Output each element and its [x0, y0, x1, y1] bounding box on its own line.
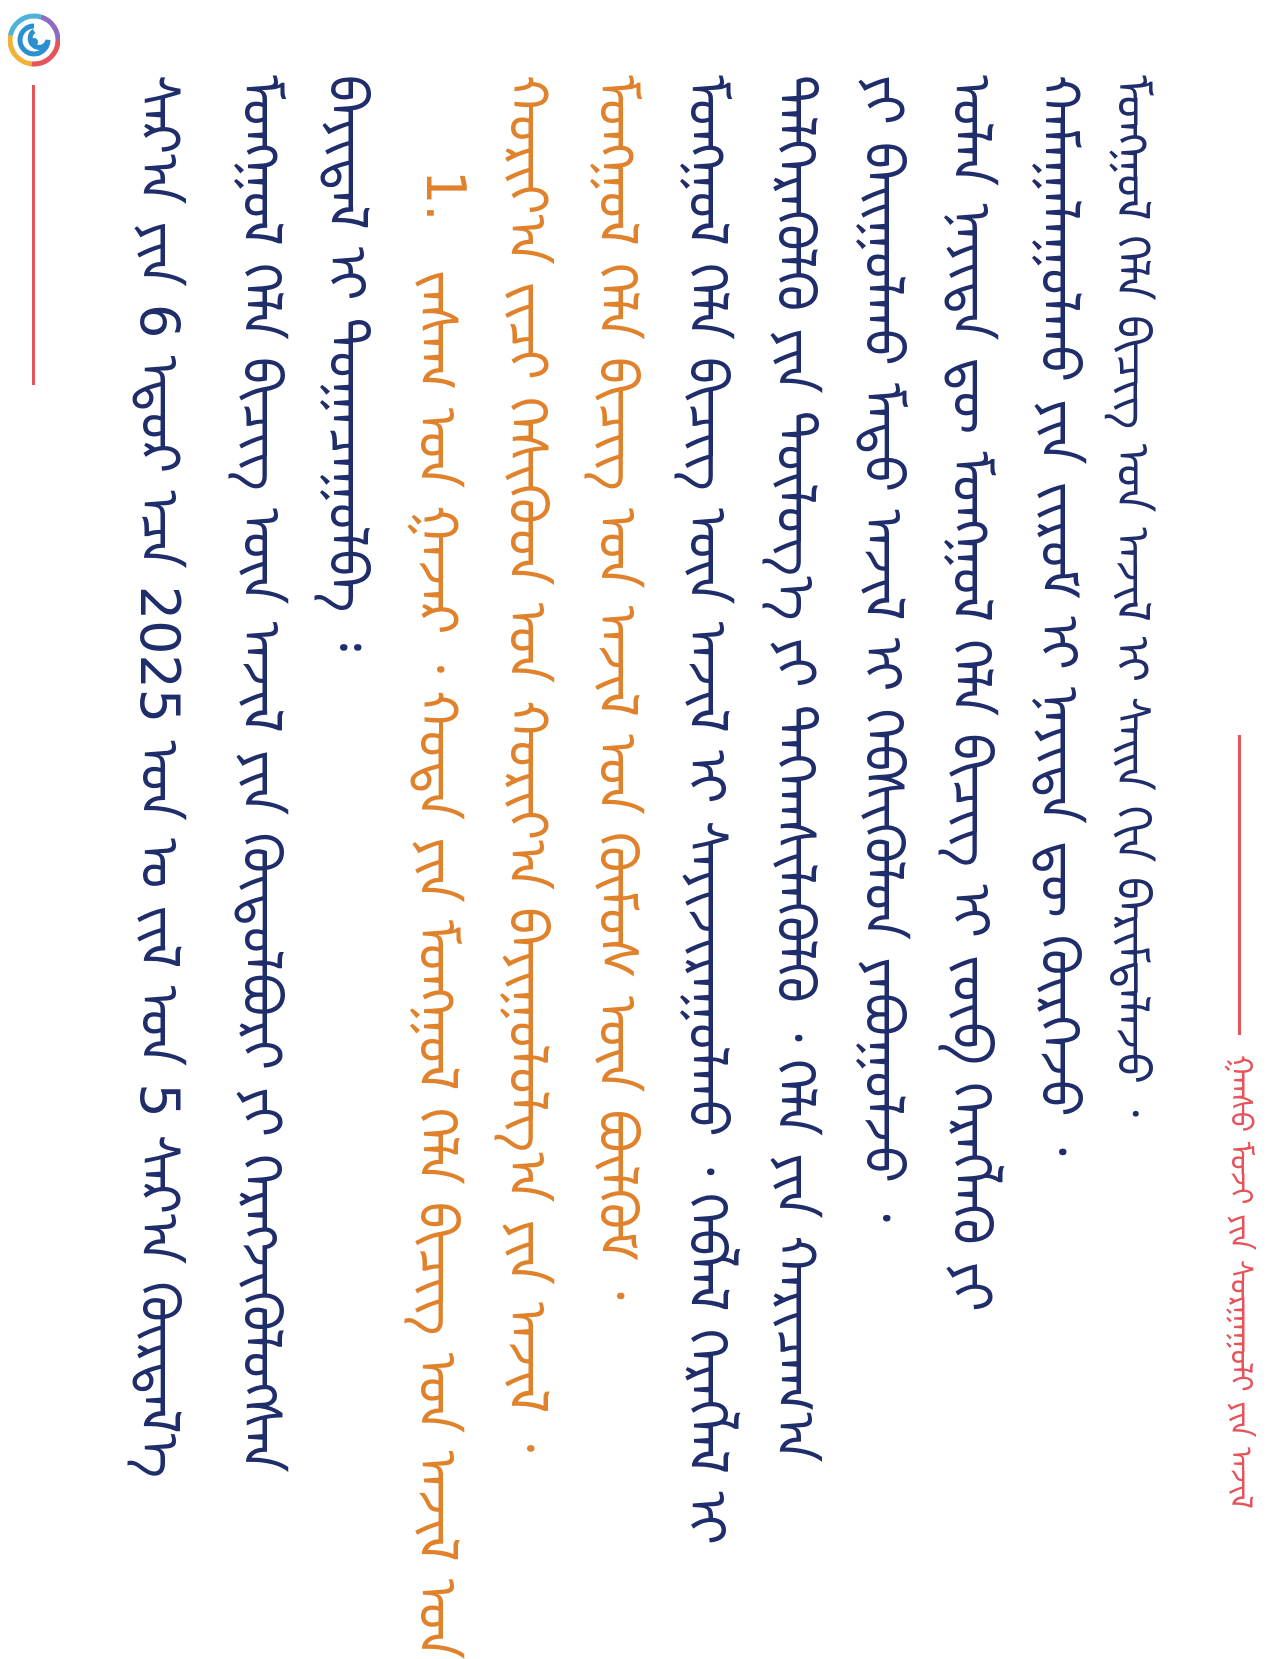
- left-divider-line: [32, 85, 35, 385]
- numbered-item-line-1: ᠵᠠᠰᠠᠭ ᠤᠨ ᠭᠠᠵᠠᠷ ᠂ ᠬᠣᠲᠠ ᠶᠢᠨ ᠮᠣᠩᠭᠣᠯ ᠬᠡᠯᠡ ᠪᠢᠴᠢᠭ ᠤᠨ ᠠᠵᠢᠯ ᠤᠨ: [406, 270, 469, 1659]
- numbered-item-line-2: ᠬᠣᠷᠢᠶ᠎ᠠ ᠵᠢᠴᠢ ᠭᠡᠰᠢᠭᠦᠳ ᠤᠨ ᠬᠣᠷᠢᠶ᠎ᠠ ᠪᠠᠶᠢᠭᠤᠯᠤᠯᠭ᠎ᠠ ᠶᠢᠨ ᠠᠵᠢᠯ ᠂: [496, 75, 559, 1453]
- numbered-item-line-3: ᠮᠣᠩᠭᠣᠯ ᠬᠡᠯᠡ ᠪᠢᠴᠢᠭ ᠤᠨ ᠠᠵᠢᠯ ᠤᠨ ᠬᠦᠮᠦᠰ ᠦᠨ ᠪᠦᠯᠭᠦᠮ ᠂: [586, 75, 649, 1300]
- item-number: 1.: [414, 170, 477, 222]
- paragraph-2-line-1: ᠮᠣᠩᠭᠣᠯ ᠬᠡᠯᠡ ᠪᠢᠴᠢᠭ ᠦᠨ ᠠᠵᠢᠯ ᠢ ᠰᠠᠶᠢᠵᠢᠷᠠᠭᠤᠯᠬᠤ ᠂ ᠬᠡᠪᠯᠡᠯ ᠬᠡᠷᠡᠭᠯᠡᠯ ᠢ: [676, 75, 739, 1545]
- paragraph-1-line-3: ᠪᠠᠶᠢᠳᠠᠯ ᠢ ᠲᠣᠭᠠᠴᠠᠭᠤᠯᠪᠠ ᠄: [316, 75, 379, 652]
- paragraph-1-line-1: ᠰᠠᠷ᠎ᠠ ᠶᠢᠨ 6 ᠡᠳᠦᠷ ᠡᠴᠡ 2025 ᠣᠨ ᠤ ᠵᠢᠯ ᠤᠨ 5 ᠰᠠᠷ᠎ᠠ ᠬᠦᠷᠲᠡᠯ᠎ᠡ: [128, 75, 191, 1479]
- paragraph-2-line-2: ᠳᠡᠯᠭᠡᠷᠡᠭᠦᠯᠬᠦ ᠶᠢᠨ ᠲᠥᠯᠦᠭ᠎ᠡ ᠶᠢ ᠳᠡᠭᠡᠭ᠍ᠰᠢᠯᠡᠭᠦᠯᠬᠦ ᠂ ᠬᠡᠯᠡ ᠶᠢᠨ ᠬᠠᠷᠢᠴᠠᠭ᠎ᠠ: [764, 75, 827, 1463]
- swirl-logo-icon: [8, 12, 60, 68]
- paragraph-1-line-2: ᠮᠣᠩᠭᠣᠯ ᠬᠡᠯᠡ ᠪᠢᠴᠢᠭ ᠦᠨ ᠠᠵᠢᠯ ᠶᠢᠨ ᠬᠥᠲᠥᠯᠪᠦᠷᠢ ᠶᠢ ᠬᠡᠷᠡᠭᠵᠢᠭᠦᠯᠦᠭᠰᠡᠨ: [230, 75, 293, 1473]
- paragraph-2-line-3: ᠶᠢ ᠪᠠᠢᠭᠤᠯᠬᠤ ᠮᠡᠲᠦ ᠠᠵᠢᠯ ᠢ ᠬᠡᠪᠰᠢᠭᠦᠯᠦᠨ ᠶᠠᠪᠤᠭᠤᠯᠵᠤ ᠂: [852, 75, 915, 1223]
- header-title: ᠭᠠᠨᠰᠤ ᠮᠤᠵᠢ ᠶᠢᠨ ᠰᠤᠷᠭᠠᠭᠤᠯᠢ ᠶᠢᠨ ᠠᠵᠢᠯ: [1223, 1055, 1258, 1509]
- paragraph-2-line-6: ᠮᠣᠩᠭᠣᠯ ᠬᠡᠯᠡ ᠪᠢᠴᠢᠭ ᠤᠨ ᠠᠵᠢᠯ ᠢ ᠰᠠᠢᠨ ᠬᠢᠨ ᠪᠠᠷᠢᠮᠲᠠᠯᠠᠵᠤ ᠂: [1106, 75, 1160, 1118]
- paragraph-2-line-5: ᠬᠠᠮᠠᠭᠠᠯᠠᠭᠤᠯᠬᠤ ᠶᠢᠨ ᠵᠢᠷᠤᠮ ᠢ ᠨᠡᠶᠢᠲᠡ ᠳᠦ ᠬᠦᠷᠭᠡᠵᠦ ᠂: [1028, 75, 1091, 1156]
- paragraph-2-line-4: ᠣᠯᠠᠨ ᠨᠡᠶᠢᠲᠡ ᠳᠦ ᠮᠣᠩᠭᠣᠯ ᠬᠡᠯᠡ ᠪᠢᠴᠢᠭ ᠢ ᠵᠥᠪ ᠬᠡᠷᠡᠭᠯᠡᠬᠦ ᠶᠢ: [940, 75, 1003, 1312]
- right-divider-line: [1238, 735, 1241, 1035]
